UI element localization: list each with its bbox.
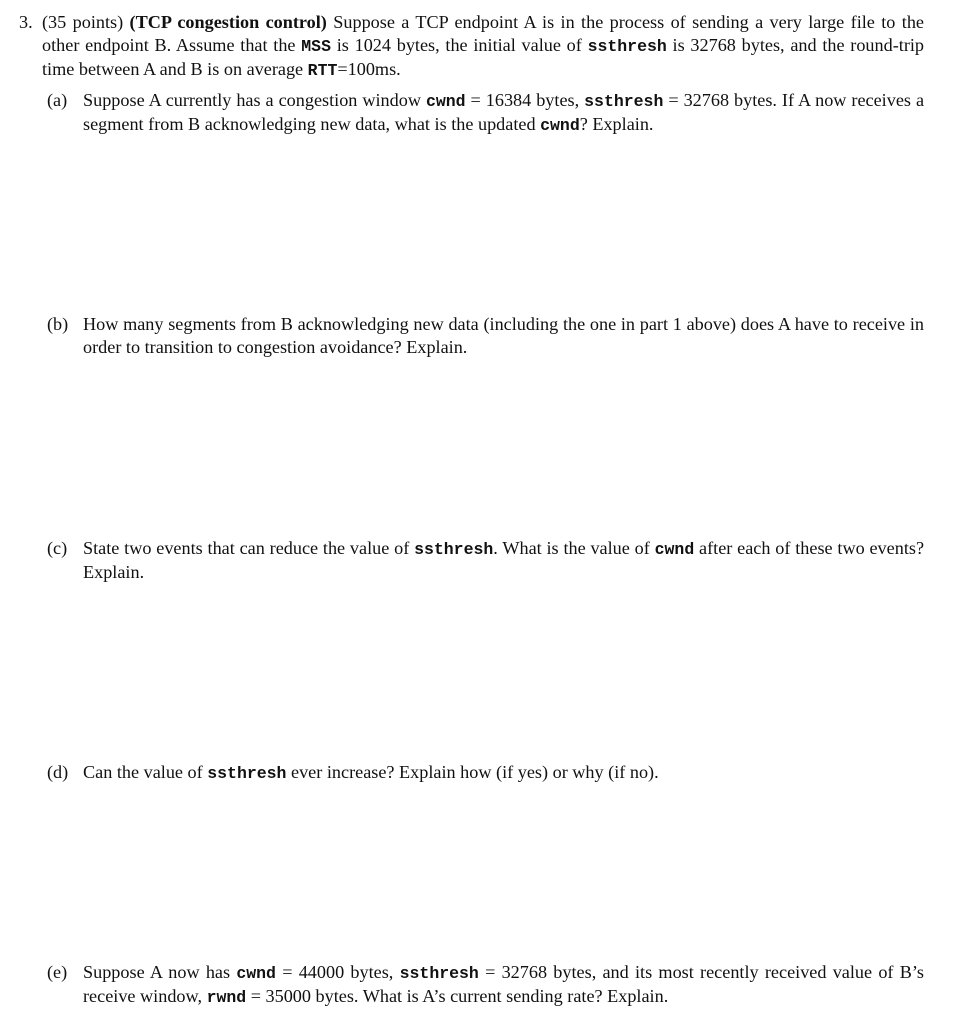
cwnd-code: cwnd (236, 964, 276, 983)
part-b-text (83, 313, 924, 359)
part-a-text-4: ? Explain. (579, 114, 654, 134)
part-b-text-1: How many segments from B acknowledging new data (including the one in part 1 above) does A have to receive in order to transition to congestion avoidance? Explain. (83, 314, 924, 357)
cwnd-code: cwnd (540, 116, 580, 135)
part-e-text-4: = 35000 bytes. What is A’s current sending rate? Explain. (250, 986, 669, 1006)
ssthresh-code: ssthresh (399, 964, 479, 983)
part-c-text-3: after each of these two events? Explain. (83, 538, 925, 582)
mss-code: MSS (301, 37, 331, 56)
ssthresh-code: ssthresh (207, 764, 287, 783)
cwnd-code: cwnd (654, 540, 695, 559)
part-a-text-3: = 32768 bytes. If A now receives a segment from B acknowledging new data, what is the updated (83, 90, 925, 134)
rwnd-code: rwnd (206, 988, 247, 1007)
part-e-label: (e) (47, 962, 68, 982)
part-c-text-1: State two events that can reduce the value of (83, 538, 410, 558)
ssthresh-code: ssthresh (414, 540, 494, 559)
part-a-label: (a) (47, 90, 68, 110)
part-a-text (83, 89, 924, 137)
part-d-text-2: ever increase? Explain how (if yes) or why (if no). (291, 762, 659, 782)
part-c-text-2: . What is the value of (493, 538, 650, 558)
cwnd-code: cwnd (425, 92, 466, 111)
part-a-text-1: Suppose A currently has a congestion window (83, 90, 421, 110)
part-d-text (83, 761, 924, 785)
stem-text-4: =100ms. (337, 59, 401, 79)
part-c-text (83, 537, 924, 584)
stem-text-3: is 32768 bytes, and the round-trip time between A and B is on average (42, 35, 925, 79)
stem-text-2: is 1024 bytes, the initial value of (336, 35, 582, 55)
part-e-text-2: = 44000 bytes, (282, 962, 394, 982)
question-number: 3. (19, 12, 33, 32)
part-d-label: (d) (47, 762, 69, 782)
part-e-text (83, 961, 924, 1009)
part-a-text-2: = 16384 bytes, (470, 90, 580, 110)
question-points: (35 points) (42, 12, 124, 32)
part-e-text-1: Suppose A now has (83, 962, 231, 982)
stem-text-1: Suppose a TCP endpoint A is in the process of sending a very large file to the other endpoint B. Assume that the (42, 12, 925, 55)
ssthresh-code: ssthresh (587, 37, 667, 56)
question-stem (42, 11, 924, 82)
part-b-label: (b) (47, 314, 69, 334)
rtt-code: RTT (307, 61, 338, 80)
part-e-text-3: = 32768 bytes, and its most recently received value of B’s receive window, (83, 962, 924, 1006)
part-d-text-1: Can the value of (83, 762, 203, 782)
ssthresh-code: ssthresh (584, 92, 664, 111)
part-c-label: (c) (47, 538, 68, 558)
question-title: (TCP congestion control) (129, 12, 327, 32)
